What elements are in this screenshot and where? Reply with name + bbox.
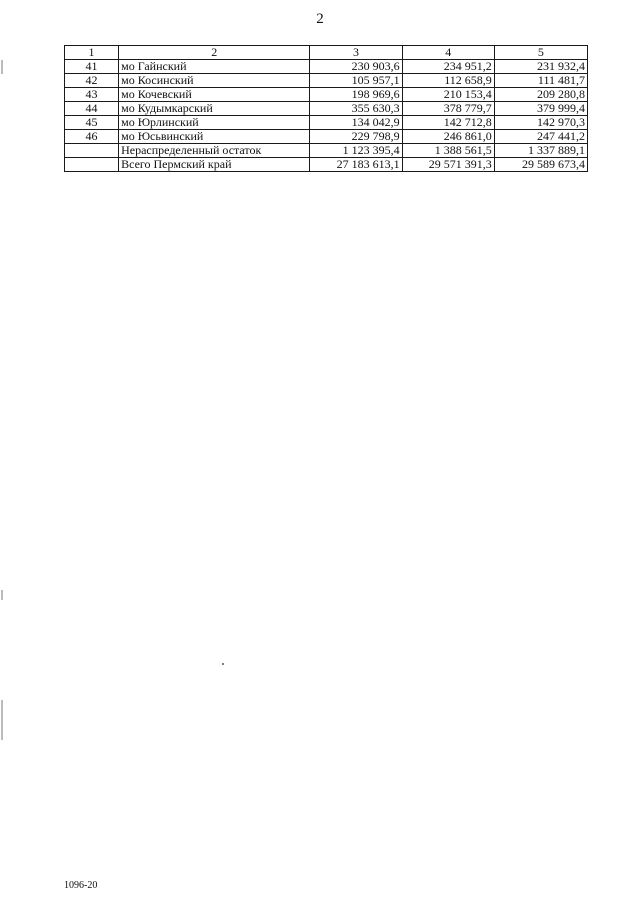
header-cell-5: 5 [494,46,587,60]
table-row [65,102,588,116]
value-col-5: 142 970,3 [494,116,587,130]
value-col-5: 231 932,4 [494,60,587,74]
table-row [65,130,588,144]
value-col-4: 210 153,4 [402,88,494,102]
row-label: Нераспределенный остаток [119,144,310,158]
value-col-4: 246 861,0 [402,130,494,144]
value-col-3: 355 630,3 [310,102,402,116]
row-number [65,144,119,158]
value-col-5: 29 589 673,4 [494,158,587,172]
table-row [65,88,588,102]
scan-edge-mark [1,700,3,740]
table-row-unallocated [65,144,588,158]
row-number: 41 [65,60,119,74]
scan-edge-mark [1,60,3,74]
municipality-name: мо Гайнский [119,60,310,74]
value-col-4: 1 388 561,5 [402,144,494,158]
value-col-4: 112 658,9 [402,74,494,88]
data-table [64,45,588,172]
value-col-3: 134 042,9 [310,116,402,130]
row-number: 43 [65,88,119,102]
scan-speck [222,663,224,665]
page-number: 2 [316,11,324,27]
value-col-5: 209 280,8 [494,88,587,102]
header-cell-1: 1 [65,46,119,60]
value-col-5: 379 999,4 [494,102,587,116]
row-label: Всего Пермский край [119,158,310,172]
row-number: 42 [65,74,119,88]
scan-edge-mark [1,590,3,600]
header-cell-2: 2 [119,46,310,60]
row-number: 45 [65,116,119,130]
header-cell-4: 4 [402,46,494,60]
municipality-name: мо Кудымкарский [119,102,310,116]
row-number: 46 [65,130,119,144]
document-code: 1096-20 [64,880,98,891]
value-col-4: 234 951,2 [402,60,494,74]
value-col-3: 230 903,6 [310,60,402,74]
header-cell-3: 3 [310,46,402,60]
value-col-3: 27 183 613,1 [310,158,402,172]
table-row [65,116,588,130]
value-col-5: 111 481,7 [494,74,587,88]
row-number: 44 [65,102,119,116]
value-col-3: 198 969,6 [310,88,402,102]
value-col-3: 1 123 395,4 [310,144,402,158]
municipality-name: мо Юрлинский [119,116,310,130]
value-col-4: 142 712,8 [402,116,494,130]
value-col-5: 1 337 889,1 [494,144,587,158]
value-col-5: 247 441,2 [494,130,587,144]
value-col-3: 105 957,1 [310,74,402,88]
value-col-4: 29 571 391,3 [402,158,494,172]
table-header-row [65,46,588,60]
value-col-4: 378 779,7 [402,102,494,116]
table-row [65,74,588,88]
value-col-3: 229 798,9 [310,130,402,144]
municipality-name: мо Юсьвинский [119,130,310,144]
table-row-total [65,158,588,172]
table-row [65,60,588,74]
municipality-name: мо Косинский [119,74,310,88]
municipality-name: мо Кочевский [119,88,310,102]
row-number [65,158,119,172]
